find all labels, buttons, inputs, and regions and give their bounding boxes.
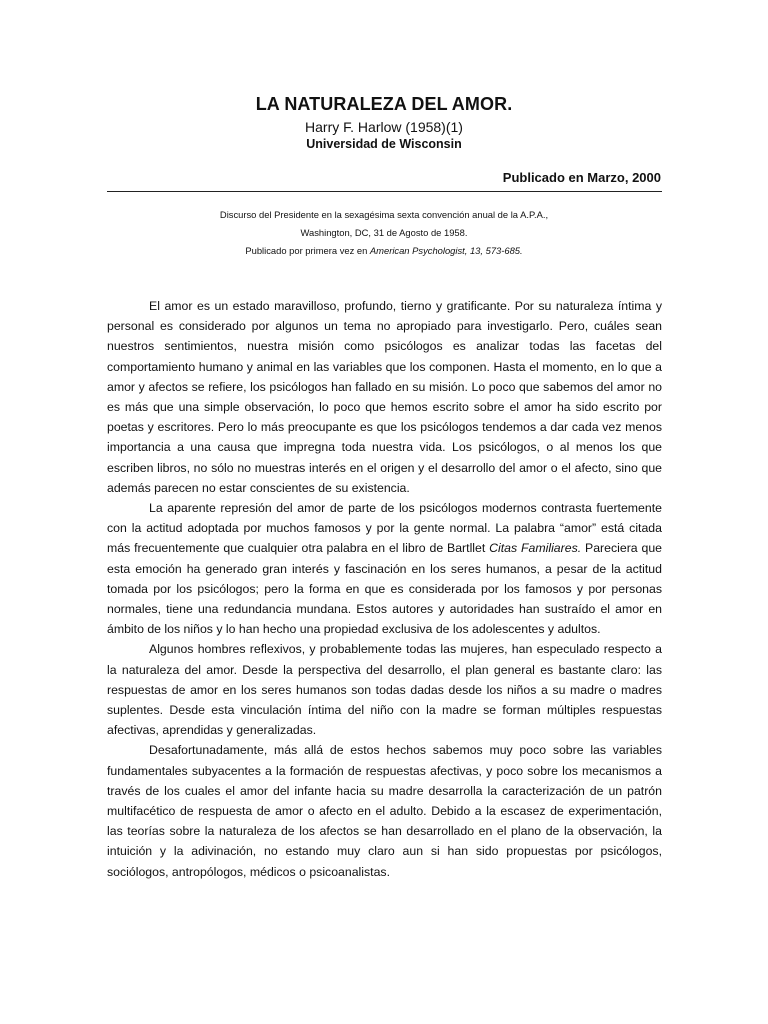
paragraph-2: [107, 498, 662, 639]
header-divider: [107, 191, 662, 192]
paragraph-3: Algunos hombres reflexivos, y probablemente todas las mujeres, han especulado respecto a la naturaleza del amor. Desde la perspectiva del desarrollo, el plan general es bastante claro: las respuestas de amor en los seres humanos son todas dadas desde los niños a su madre o madres suplentes. Desde esta vinculación íntima del niño con la madre se forman múltiples respuestas afectivas, aprendidas y generalizadas.: [107, 642, 662, 738]
paper-title: LA NATURALEZA DEL AMOR.: [255, 94, 513, 114]
book-title: Citas Familiares.: [489, 541, 582, 556]
speech-note-line-3: [0, 245, 768, 256]
publication-date: Publicado en Marzo, 2000: [502, 170, 661, 185]
speech-note-line-2: Washington, DC, 31 de Agosto de 1958.: [300, 227, 468, 238]
affiliation: Universidad de Wisconsin: [306, 137, 462, 151]
journal-citation: American Psychologist, 13, 573-685.: [369, 245, 523, 256]
paragraph-1: El amor es un estado maravilloso, profundo, tierno y gratificante. Por su naturaleza íntima y personal es considerado por algunos un tema no apropiado para investigarlo. Pero, cuáles sean nuestros sentimientos, nuestra misión como psicólogos es analizar todas las facetas del comportamiento humano y animal en las variables que los componen. Hasta el momento, en lo que a amor y afectos se refiere, los psicólogos han fallado en su misión. Lo poco que sabemos del amor no es más que una simple observación, lo poco que hemos escrito sobre el amor ha sido escrito por poetas y escritores. Pero lo más preocupante es que los psicólogos tendemos a dar cada vez menos importancia a una causa que impregna toda nuestra vida. Los psicólogos, o al menos los que escriben libros, no sólo no muestras interés en el origen y el desarrollo del amor o el afecto, sino que además parecen no estar conscientes de su existencia.: [107, 299, 662, 495]
author-line: Harry F. Harlow (1958)(1): [305, 119, 463, 135]
paragraph-2-part-a: La aparente represión del amor de parte de los psicólogos modernos contrasta fuertemente con la actitud adoptada por muchos famosos y por la gente normal. La palabra “amor” está citada más frecuentemente que cualquier otra palabra en el libro de Bartllet: [107, 501, 662, 556]
paragraph-4: Desafortunadamente, más allá de estos hechos sabemos muy poco sobre las variables fundamentales subyacentes a la formación de respuestas afectivas, y poco sobre los mecanismos a través de los cuales el amor del infante hacia su madre desarrolla la caracterización de un patrón multifacético de respuesta de amor o afecto en el adulto. Debido a la escasez de experimentación, las teorías sobre la naturaleza de los afectos se han desarrollado en el plano de la observación, la intuición y la adivinación, no estando muy claro aun si han sido propuestas por psicólogos, sociólogos, antropólogos, médicos o psicoanalistas.: [107, 743, 662, 879]
speech-note-line-1: Discurso del Presidente en la sexagésima sexta convención anual de la A.P.A.,: [219, 209, 549, 220]
article-body: [107, 296, 662, 882]
speech-note-prefix: Publicado por primera vez en: [245, 245, 370, 256]
paragraph-2-part-b: Pareciera que esta emoción ha generado gran interés y fascinación en los seres humanos, a pesar de la actitud tomada por los psicólogos; pero la forma en que es considerada por los famosos y por personas normales, tiene una redundancia mundana. Estos autores y autoridades han sustraído el amor en ámbito de los niños y lo han hecho una propiedad exclusiva de los adolescentes y adultos.: [107, 541, 662, 637]
